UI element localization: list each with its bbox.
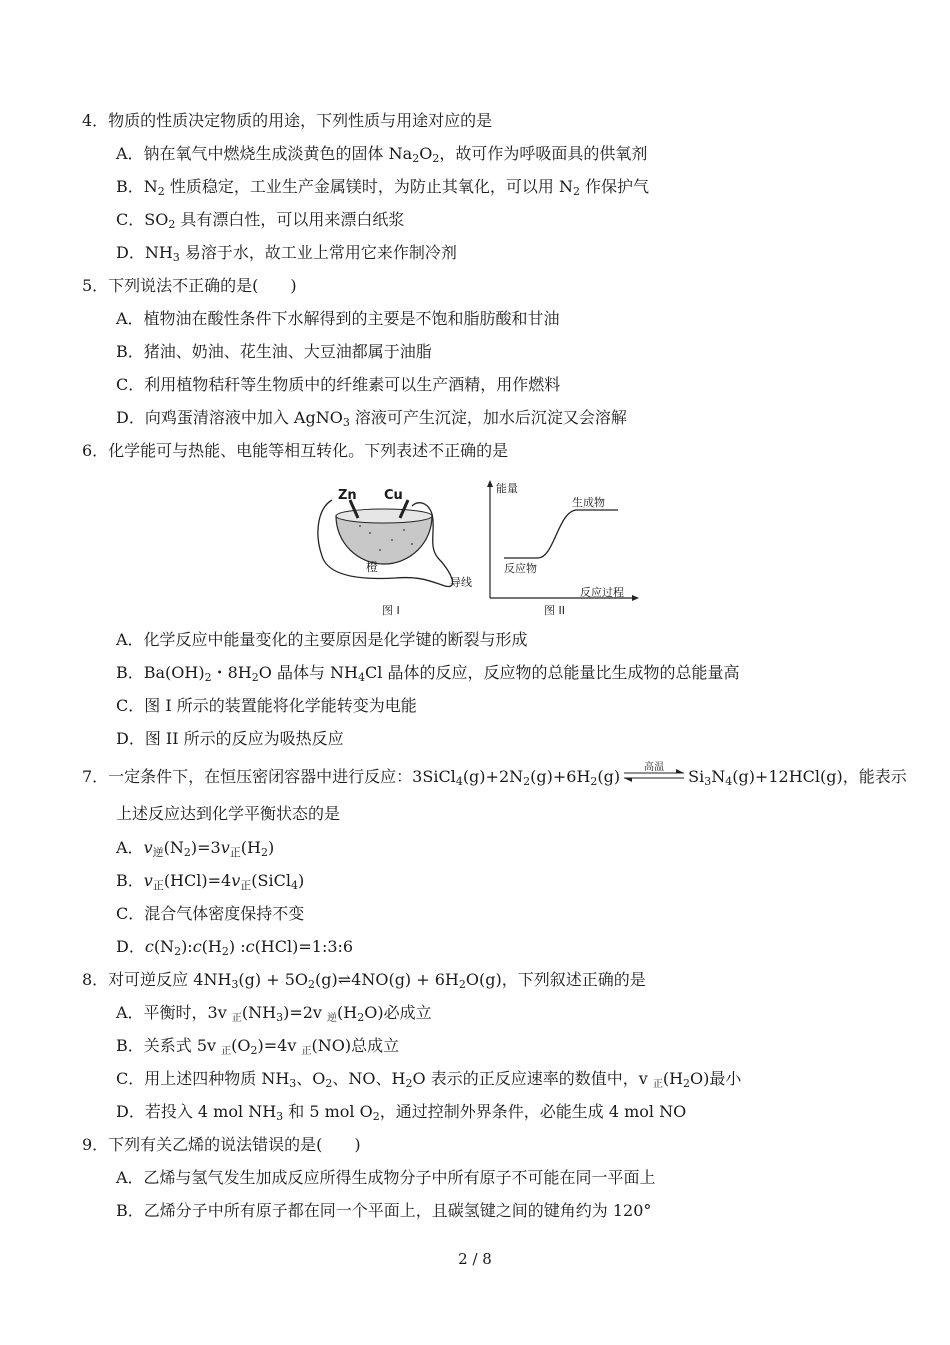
q4-stem: 4．物质的性质决定物质的用途，下列性质与用途对应的是 [82,111,493,130]
orange-cut-surface [336,509,432,523]
process-label: 反应过程 [580,586,624,599]
q7-option-b: B．$v_正(HCl)=4v_正(SiCl_4)$ [116,871,305,892]
q4-option-c: C．$SO_2$ 具有漂白性，可以用来漂白纸浆 [116,210,405,231]
q9-option-a: A．乙烯与氢气发生加成反应所得生成物分子中所有原子不可能在同一平面上 [116,1168,656,1187]
q5-option-a: A．植物油在酸性条件下水解得到的主要是不饱和脂肪酸和甘油 [116,309,560,328]
q6-option-b: B．$Ba(OH)_2$・$8H_2O$ 晶体与 $NH_4Cl$ 晶体的反应，反应物的总能量比生成物的总能量高 [116,663,740,684]
q8-stem: 8．对可逆反应 $4NH_3(g)$ + $5O_2(g)\rightleftharpoons 4NO(g) + 6H_2O(g)$，下列叙述正确的是 [82,970,646,991]
fig1-label: 图 I [382,604,400,617]
reversible-arrow [622,762,686,784]
q5-option-d: D．向鸡蛋清溶液中加入 AgNO$_3$ 溶液可产生沉淀，加水后沉淀又会溶解 [116,408,627,429]
q5-stem: 5．下列说法不正确的是( ) [82,276,297,295]
q9-stem: 9．下列有关乙烯的说法错误的是( ) [82,1135,361,1154]
q8-option-d: D．若投入 4 mol $NH_3$ 和 5 mol $O_2$，通过控制外界条件，必能生成 4 mol NO [116,1102,687,1123]
zn-label: Zn [338,488,357,503]
q8-option-b: B．关系式 5v $_正(O_2)=4v$ $_正$(NO)总成立 [116,1036,400,1057]
q6-stem: 6．化学能可与热能、电能等相互转化。下列表述不正确的是 [82,441,509,460]
q7-stem: 7．一定条件下，在恒压密闭容器中进行反应：$3SiCl_4(g)+2N_2(g)+6H_2(g)$ 高温 $Si_3N_4(g)+12HCl(g)$，能表示 [82,766,907,788]
product-label: 生成物 [572,496,605,509]
q6-option-a: A．化学反应中能量变化的主要原因是化学键的断裂与形成 [116,630,528,649]
q9-option-b: B．乙烯分子中所有原子都在同一个平面上，且碳氢键之间的键角约为 120° [116,1201,652,1220]
q7-option-c: C．混合气体密度保持不变 [116,904,305,923]
q7-option-a: A．$v_逆(N_2)=3v_正(H_2)$ [116,838,275,859]
q7-option-d: D．$c(N_2):c(H_2)$ :c(HCl)=1:3:6 [116,937,354,958]
orange-label: 橙 [366,560,379,574]
q7-stem-line2: 上述反应达到化学平衡状态的是 [116,804,341,823]
q4-option-a: A．钠在氧气中燃烧生成淡黄色的固体 $Na_2O_2$，故可作为呼吸面具的供氧剂 [116,144,648,165]
q8-option-c: C．用上述四种物质 $NH_3$、$O_2$、NO、$H_2O$ 表示的正反应速率的数值中，v $_正(H_2O)$最小 [116,1069,742,1090]
q8-option-a: A．平衡时，3v $_正(NH_3)=2v$ $_逆(H_2O)$必成立 [116,1003,432,1024]
reactant-label: 反应物 [504,562,537,575]
reaction-condition: 高温 [644,762,665,773]
fig2-label: 图 II [544,604,565,617]
q6-figure [300,478,645,623]
energy-label: 能量 [496,482,518,495]
q6-option-d: D．图 II 所示的反应为吸热反应 [116,729,344,748]
page-number: 2 / 8 [458,1250,492,1268]
q5-option-b: B．猪油、奶油、花生油、大豆油都属于油脂 [116,342,432,361]
q4-option-d: D．$NH_3$ 易溶于水，故工业上常用它来作制冷剂 [116,243,457,264]
q5-option-c: C．利用植物秸秆等生物质中的纤维素可以生产酒精，用作燃料 [116,375,561,394]
cu-label: Cu [384,488,403,503]
energy-curve [504,510,618,558]
wire-label: 导线 [450,576,472,589]
q6-option-c: C．图 I 所示的装置能将化学能转变为电能 [116,696,417,715]
q4-option-b: B．$N_2$ 性质稳定，工业生产金属镁时，为防止其氧化，可以用 $N_2$ 作保护气 [116,177,650,198]
